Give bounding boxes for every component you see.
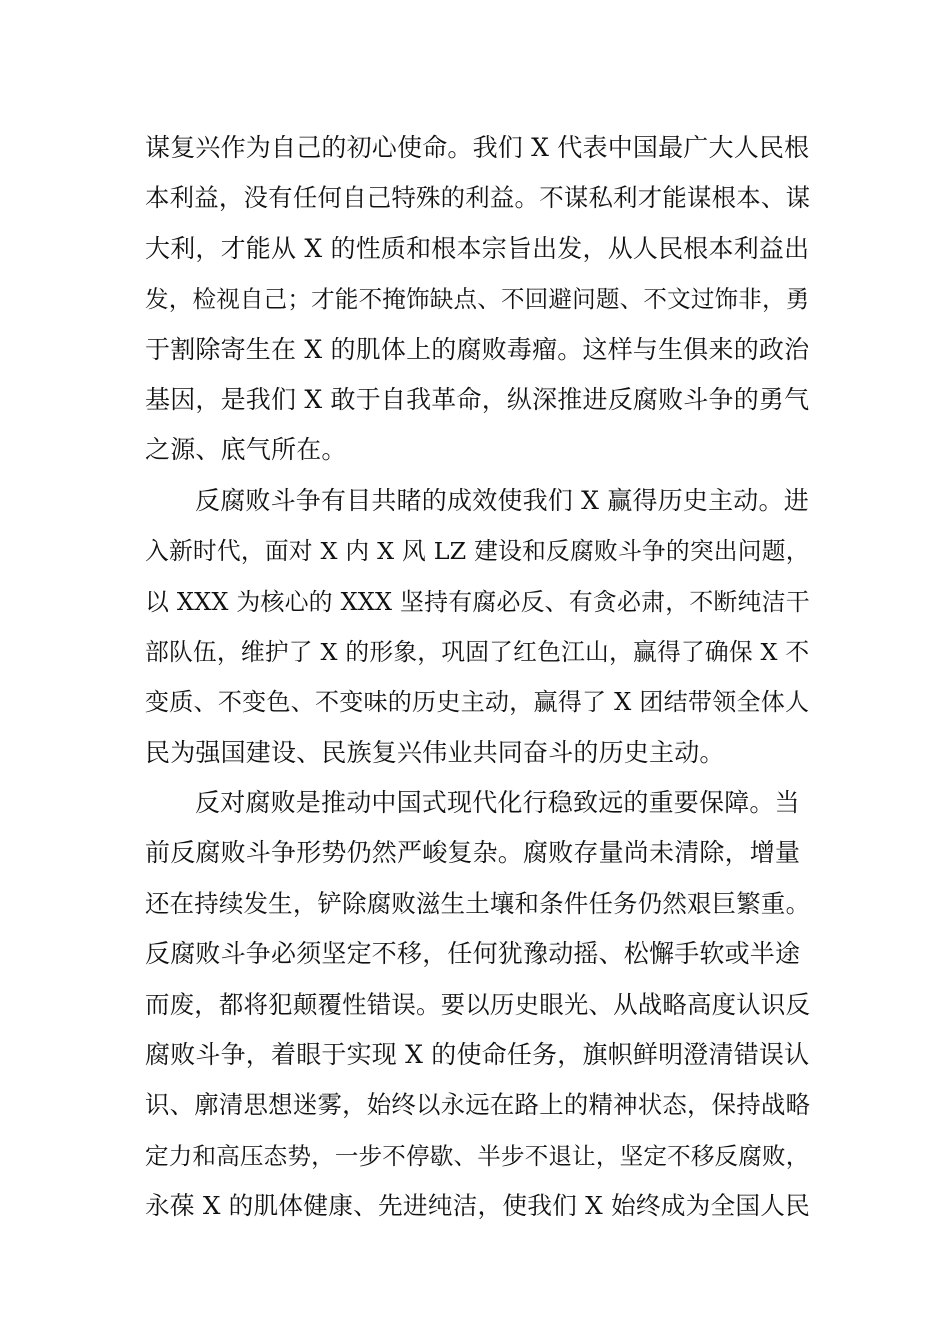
text-line: 大利，才能从 X 的性质和根本宗旨出发，从人民根本利益出 xyxy=(145,233,810,263)
text-line: 部队伍，维护了 X 的形象，巩固了红色江山，赢得了确保 X 不 xyxy=(145,637,810,666)
text-line: 反对腐败是推动中国式现代化行稳致远的重要保障。当 xyxy=(195,788,800,818)
text-line: 以 XXX 为核心的 XXX 坚持有腐必反、有贪必肃，不断纯洁干 xyxy=(145,587,810,616)
document-body xyxy=(145,123,810,1232)
text-line: 永葆 X 的肌体健康、先进纯洁，使我们 X 始终成为全国人民 xyxy=(145,1191,811,1221)
text-line: 民为强国建设、民族复兴伟业共同奋斗的历史主动。 xyxy=(145,737,725,767)
text-line: 反腐败斗争有目共睹的成效使我们 X 赢得历史主动。进 xyxy=(195,485,809,515)
text-line: 于割除寄生在 X 的肌体上的腐败毒瘤。这样与生俱来的政治 xyxy=(145,334,810,364)
text-line: 前反腐败斗争形势仍然严峻复杂。腐败存量尚未清除，增量 xyxy=(145,838,801,868)
text-line: 还在持续发生，铲除腐败滋生土壤和条件任务仍然艰巨繁重。 xyxy=(145,888,811,918)
text-line: 腐败斗争，着眼于实现 X 的使命任务，旗帜鲜明澄清错误认 xyxy=(145,1040,810,1070)
text-line: 入新时代，面对 X 内 X 风 LZ 建设和反腐败斗争的突出问题， xyxy=(145,537,810,566)
text-line: 基因，是我们 X 敢于自我革命，纵深推进反腐败斗争的勇气 xyxy=(145,384,810,414)
text-line: 发，检视自己；才能不掩饰缺点、不回避问题、不文过饰非，勇 xyxy=(145,285,810,314)
text-line: 谋复兴作为自己的初心使命。我们 X 代表中国最广大人民根 xyxy=(145,133,810,162)
text-line: 之源、底气所在。 xyxy=(145,435,347,465)
text-line: 定力和高压态势，一步不停歇、半步不退让，坚定不移反腐败， xyxy=(145,1141,810,1170)
text-line: 变质、不变色、不变味的历史主动，赢得了 X 团结带领全体人 xyxy=(145,688,810,717)
text-line: 而废，都将犯颠覆性错误。要以历史眼光、从战略高度认识反 xyxy=(145,989,811,1019)
text-line: 识、廓清思想迷雾，始终以永远在路上的精神状态，保持战略 xyxy=(145,1090,811,1120)
text-line: 本利益，没有任何自己特殊的利益。不谋私利才能谋根本、谋 xyxy=(145,183,811,213)
text-line: 反腐败斗争必须坚定不移，任何犹豫动摇、松懈手软或半途 xyxy=(145,939,801,969)
